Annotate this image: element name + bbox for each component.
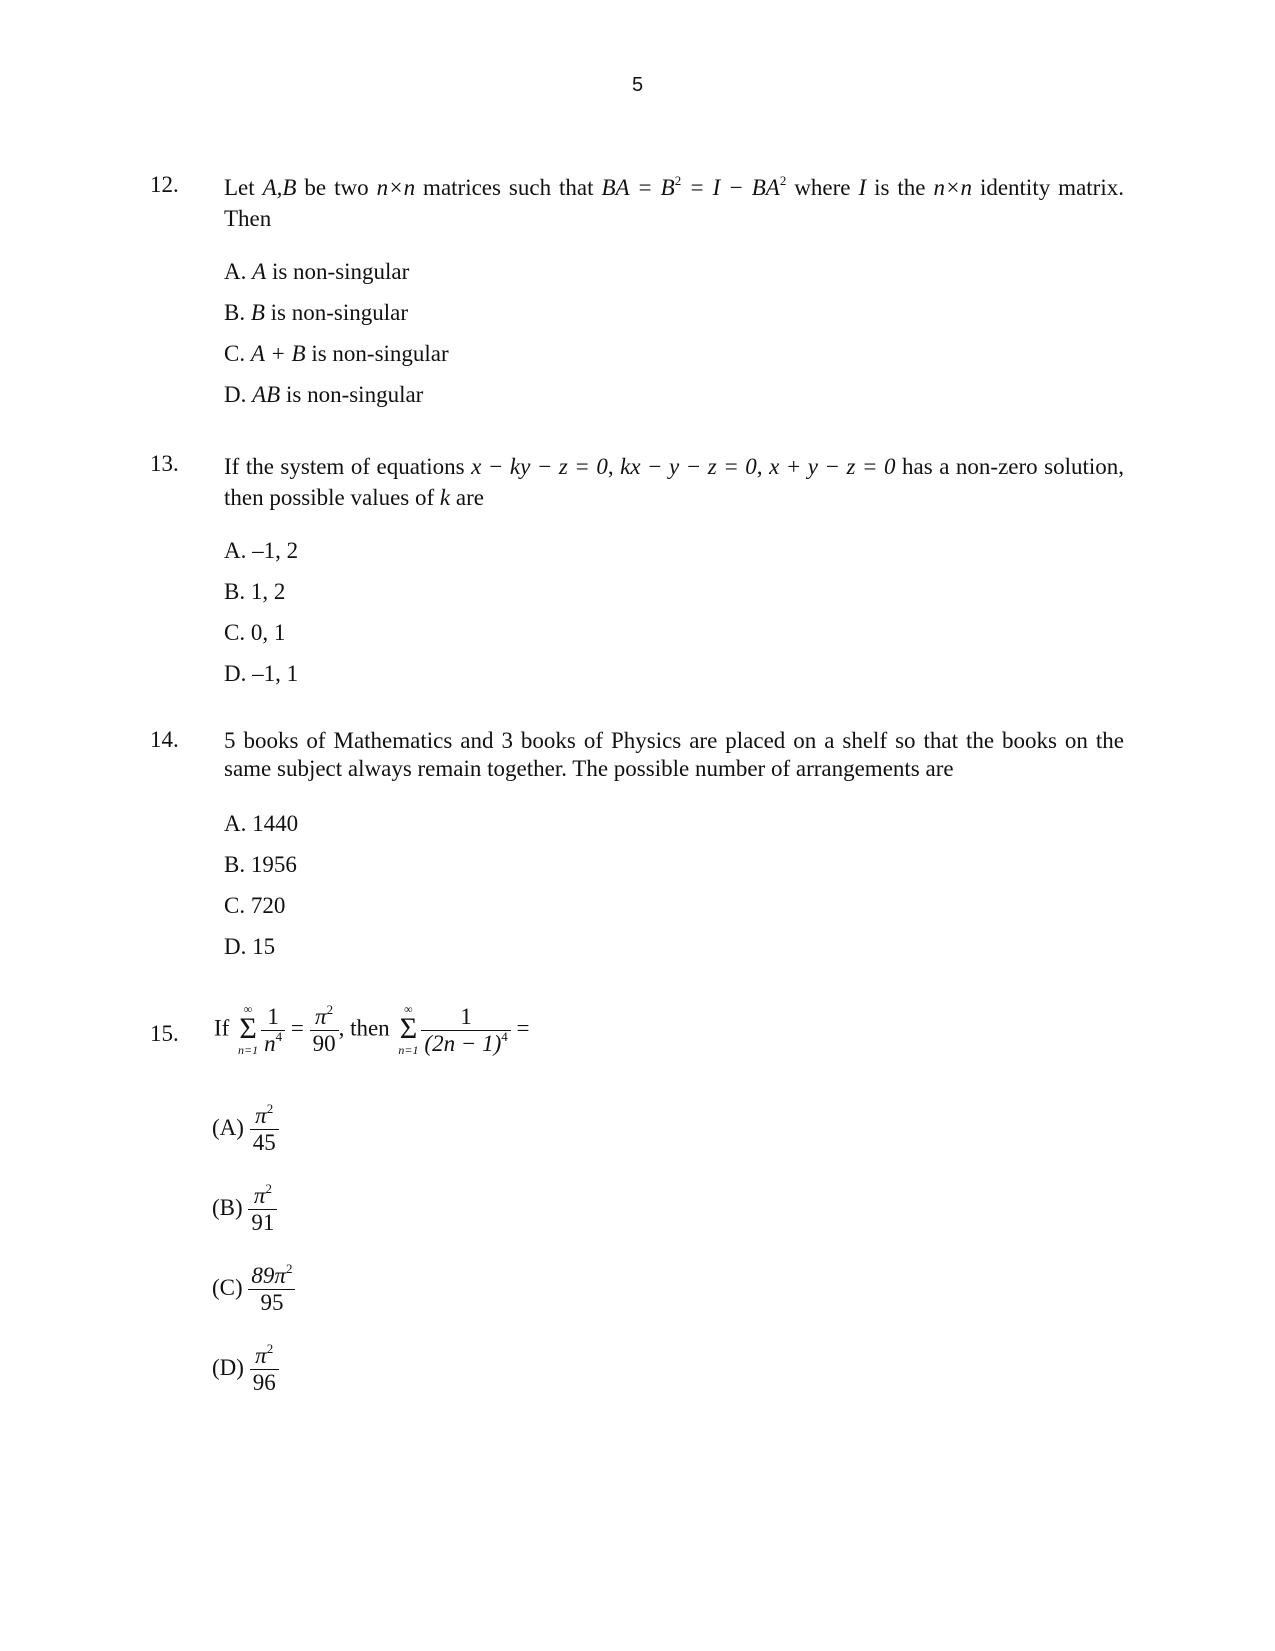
- question-text: If ∞ Σ n=1 $\frac{1}{n^4}$ = $\frac{\pi^2}{90}$ , then ∞ Σ n=1 $\frac{1}{(2n - 1)^4}$ =: [214, 1001, 530, 1057]
- question-number: 12.: [150, 172, 179, 197]
- summation-symbol: ∞ Σ n=1: [238, 1002, 259, 1057]
- option-d: (D) $\frac{\pi^2}{96}$: [212, 1343, 279, 1396]
- question-number: 14.: [150, 727, 179, 752]
- question-text: 5 books of Mathematics and 3 books of Physics are placed on a shelf so that the books on the same subject always remain together. The possible number of arrangements are: [224, 728, 1124, 781]
- option-b: B. 1, 2: [224, 579, 286, 604]
- option-d: D. AB is non-singular: [224, 382, 424, 407]
- option-a: A. 1440: [224, 811, 299, 836]
- question-number: 13.: [150, 451, 179, 476]
- option-c: C. A + B is non-singular: [224, 341, 449, 366]
- option-d: D. 15: [224, 934, 276, 959]
- question-text: Let A,B be two n×n matrices such that BA = $B^2 = I - BA^2$ where I is the n×n identity matrix. Then: [224, 173, 1124, 231]
- option-a: A. –1, 2: [224, 538, 299, 563]
- option-a: (A) $\frac{\pi^2}{45}$: [212, 1103, 279, 1156]
- fraction: $\frac{\pi^2}{90}$: [310, 1004, 339, 1057]
- option-b: B. 1956: [224, 852, 297, 877]
- fraction: $\frac{1}{n^4}$: [261, 1004, 285, 1057]
- option-c: C. 0, 1: [224, 620, 286, 645]
- page-number: 5: [631, 74, 644, 96]
- option-b: (B) $\frac{\pi^2}{91}$: [212, 1183, 277, 1236]
- option-b: B. B is non-singular: [224, 300, 409, 325]
- option-a: A. A is non-singular: [224, 259, 410, 284]
- summation-symbol: ∞ Σ n=1: [398, 1002, 419, 1057]
- question-text: If the system of equations x − ky − z = 0, kx − y − z = 0, x + y − z = 0 has a non-zero solution, then possible values of k are: [224, 454, 1125, 510]
- fraction: $\frac{1}{(2n - 1)^4}$: [421, 1004, 510, 1057]
- option-d: D. –1, 1: [224, 661, 299, 686]
- option-c: C. 720: [224, 893, 286, 918]
- option-c: (C) $\frac{89\pi^2}{95}$: [212, 1263, 295, 1316]
- question-number: 15.: [150, 1021, 179, 1046]
